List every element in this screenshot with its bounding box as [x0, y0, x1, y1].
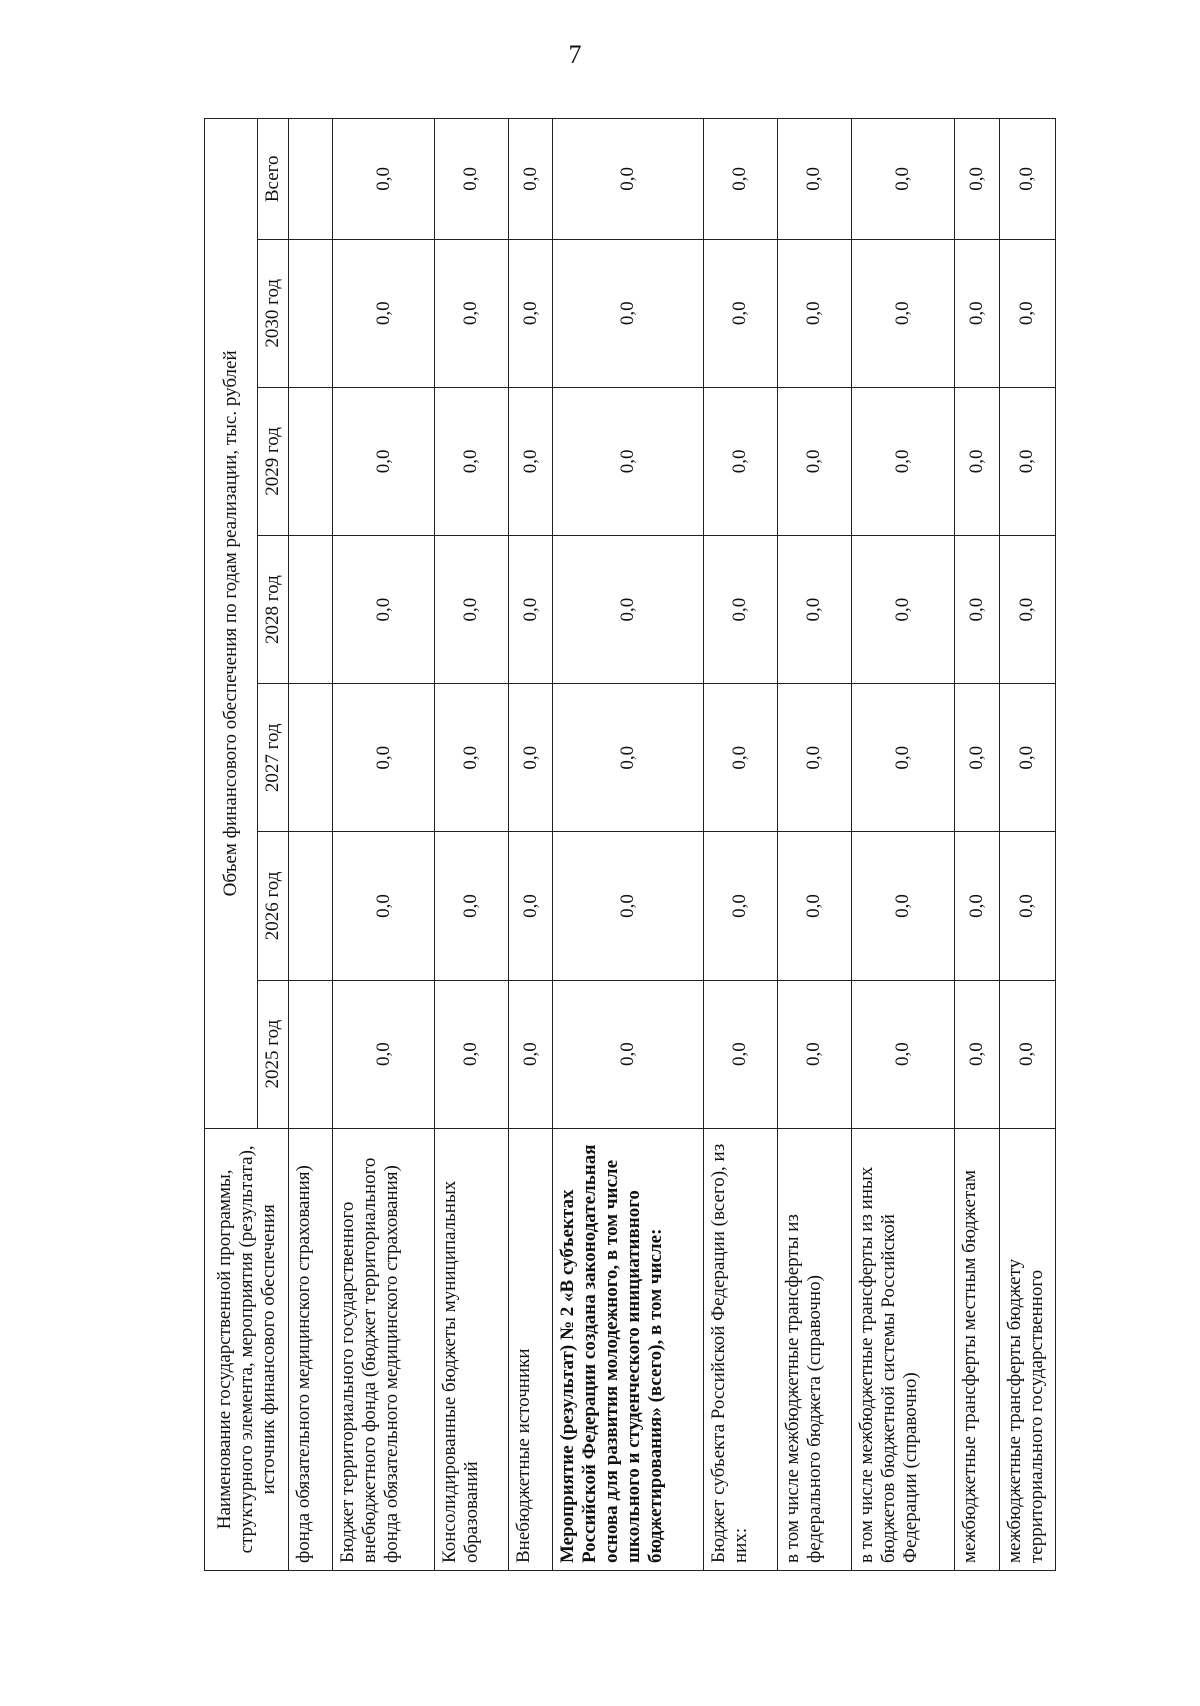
- year-value-cell: 0,0: [553, 387, 703, 535]
- year-value-cell: 0,0: [333, 536, 435, 684]
- year-value-cell: 0,0: [333, 387, 435, 535]
- year-value-cell: 0,0: [553, 684, 703, 832]
- year-value-cell: 0,0: [703, 832, 777, 980]
- year-value-cell: 0,0: [333, 684, 435, 832]
- year-value-cell: 0,0: [703, 684, 777, 832]
- year-value-cell: 0,0: [509, 980, 553, 1128]
- row-name-cell: в том числе межбюджетные трансферты из федерального бюджета (справочно): [777, 1128, 851, 1570]
- year-value-cell: 0,0: [509, 387, 553, 535]
- total-value-cell: [289, 119, 333, 240]
- page-number: 7: [568, 40, 582, 69]
- year-value-cell: 0,0: [955, 684, 999, 832]
- table-row: [553, 119, 703, 1571]
- year-value-cell: 0,0: [999, 980, 1055, 1128]
- year-value-cell: 0,0: [553, 239, 703, 387]
- table-row: [703, 119, 777, 1571]
- total-value-cell: 0,0: [434, 119, 508, 240]
- year-value-cell: 0,0: [777, 239, 851, 387]
- year-value-cell: 0,0: [955, 387, 999, 535]
- year-value-cell: [289, 832, 333, 980]
- financing-table: [204, 118, 1056, 1571]
- year-value-cell: 0,0: [333, 239, 435, 387]
- year-value-cell: [289, 684, 333, 832]
- year-column-header: 2030 год: [258, 239, 289, 387]
- total-value-cell: 0,0: [509, 119, 553, 240]
- year-value-cell: 0,0: [777, 387, 851, 535]
- year-value-cell: 0,0: [553, 832, 703, 980]
- year-value-cell: 0,0: [999, 239, 1055, 387]
- year-value-cell: 0,0: [333, 980, 435, 1128]
- year-value-cell: 0,0: [434, 832, 508, 980]
- year-value-cell: 0,0: [777, 980, 851, 1128]
- year-value-cell: 0,0: [434, 980, 508, 1128]
- year-value-cell: 0,0: [703, 980, 777, 1128]
- row-name-cell: Бюджет субъекта Российской Федерации (всего), из них:: [703, 1128, 777, 1570]
- row-name-cell: Бюджет территориального государственного внебюджетного фонда (бюджет территориального фонда обязательного медицинского страхования): [333, 1128, 435, 1570]
- year-value-cell: 0,0: [509, 832, 553, 980]
- year-column-header: 2028 год: [258, 536, 289, 684]
- year-value-cell: 0,0: [509, 684, 553, 832]
- year-value-cell: 0,0: [999, 832, 1055, 980]
- year-value-cell: 0,0: [955, 832, 999, 980]
- year-value-cell: 0,0: [955, 980, 999, 1128]
- total-value-cell: 0,0: [999, 119, 1055, 240]
- year-value-cell: [289, 387, 333, 535]
- total-value-cell: 0,0: [955, 119, 999, 240]
- table-row: [509, 119, 553, 1571]
- table-body: [289, 119, 1056, 1571]
- year-value-cell: 0,0: [509, 239, 553, 387]
- year-column-header: 2026 год: [258, 832, 289, 980]
- row-name-cell: межбюджетные трансферты бюджету территориального государственного: [999, 1128, 1055, 1570]
- year-value-cell: 0,0: [434, 684, 508, 832]
- year-value-cell: 0,0: [999, 536, 1055, 684]
- row-name-cell: в том числе межбюджетные трансферты из иных бюджетов бюджетной системы Российской Федерации (справочно): [851, 1128, 955, 1570]
- year-value-cell: 0,0: [703, 239, 777, 387]
- year-column-header: 2025 год: [258, 980, 289, 1128]
- year-value-cell: 0,0: [851, 387, 955, 535]
- year-value-cell: 0,0: [851, 832, 955, 980]
- year-value-cell: 0,0: [851, 536, 955, 684]
- total-value-cell: 0,0: [333, 119, 435, 240]
- year-column-header: 2027 год: [258, 684, 289, 832]
- total-value-cell: 0,0: [777, 119, 851, 240]
- row-name-cell: межбюджетные трансферты местным бюджетам: [955, 1128, 999, 1570]
- table-row: [851, 119, 955, 1571]
- year-value-cell: 0,0: [851, 980, 955, 1128]
- year-value-cell: 0,0: [851, 684, 955, 832]
- year-value-cell: 0,0: [851, 239, 955, 387]
- table-row: [955, 119, 999, 1571]
- year-value-cell: 0,0: [703, 387, 777, 535]
- year-value-cell: 0,0: [955, 239, 999, 387]
- year-value-cell: 0,0: [999, 684, 1055, 832]
- year-value-cell: 0,0: [434, 536, 508, 684]
- year-value-cell: 0,0: [777, 536, 851, 684]
- row-name-cell: Консолидированные бюджеты муниципальных образований: [434, 1128, 508, 1570]
- year-value-cell: 0,0: [553, 980, 703, 1128]
- year-value-cell: 0,0: [703, 536, 777, 684]
- year-value-cell: 0,0: [553, 536, 703, 684]
- year-value-cell: 0,0: [777, 684, 851, 832]
- year-value-cell: 0,0: [333, 832, 435, 980]
- table-row: [999, 119, 1055, 1571]
- year-value-cell: 0,0: [999, 387, 1055, 535]
- total-column-header: Всего: [258, 119, 289, 240]
- total-value-cell: 0,0: [851, 119, 955, 240]
- year-value-cell: 0,0: [777, 832, 851, 980]
- total-value-cell: 0,0: [553, 119, 703, 240]
- table-row: [333, 119, 435, 1571]
- row-name-cell: фонда обязательного медицинского страхования): [289, 1128, 333, 1570]
- total-value-cell: 0,0: [703, 119, 777, 240]
- table-area: [204, 118, 1056, 1571]
- table-row: [434, 119, 508, 1571]
- row-name-cell: Мероприятие (результат) № 2 «В субъектах Российской Федерации создана законодательная основа для развития молодежного, в том числе школьного и студенческого инициативного бюджетирования» (всего), в том числе:: [553, 1128, 703, 1570]
- row-name-cell: Внебюджетные источники: [509, 1128, 553, 1570]
- year-value-cell: [289, 536, 333, 684]
- year-column-header: 2029 год: [258, 387, 289, 535]
- year-value-cell: 0,0: [434, 387, 508, 535]
- year-value-cell: 0,0: [434, 239, 508, 387]
- year-value-cell: [289, 980, 333, 1128]
- table-row: [289, 119, 333, 1571]
- table-row: [777, 119, 851, 1571]
- year-value-cell: [289, 239, 333, 387]
- year-value-cell: 0,0: [955, 536, 999, 684]
- year-value-cell: 0,0: [509, 536, 553, 684]
- financing-volume-header: Объем финансового обеспечения по годам реализации, тыс. рублей: [205, 119, 258, 1129]
- name-column-header: Наименование государственной программы, структурного элемента, мероприятия (результата), источник финансового обеспечения: [205, 1128, 289, 1570]
